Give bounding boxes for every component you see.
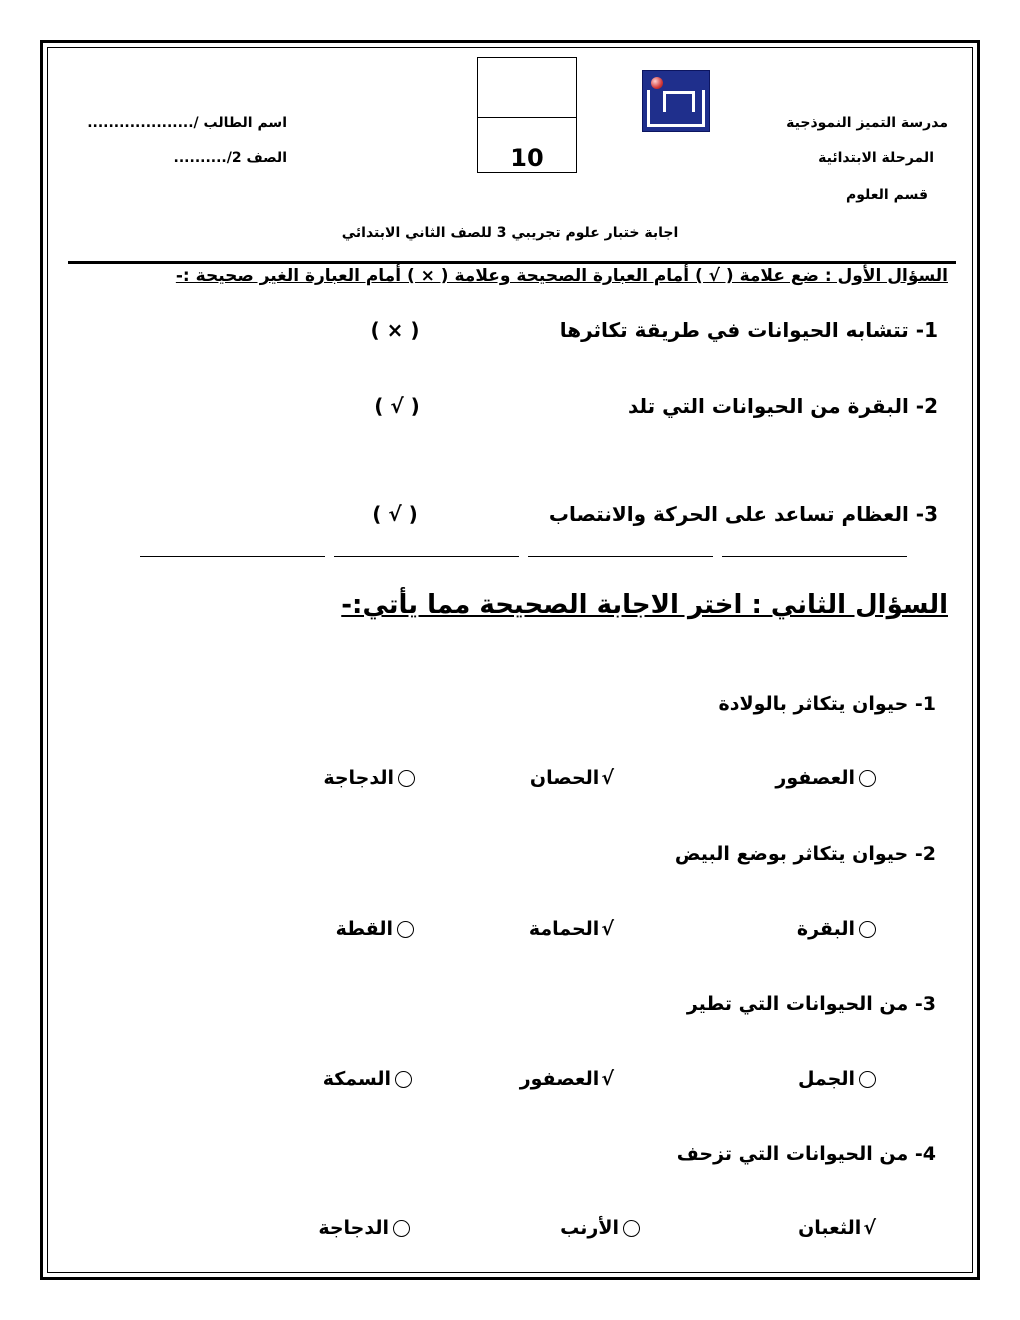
q2-q2-option-3[interactable] [336,918,414,940]
school-logo-icon [642,70,710,132]
q1-item-3-text: 3- العظام تساعد على الحركة والانتصاب [548,502,938,526]
grade-box-divider [478,117,576,118]
q2-q3-option-3[interactable] [323,1068,412,1090]
option-label: الحمامة [528,918,600,940]
school-name: مدرسة التميز النموذجية [786,115,948,131]
q2-q3-option-2-selected[interactable] [520,1068,614,1090]
option-label: العصفور [519,1068,600,1090]
radio-circle-icon[interactable] [859,1071,876,1088]
option-label: البقرة [796,918,855,940]
checkmark-icon: √ [863,1217,876,1239]
q1-item-1-mark: ( × ) [370,318,420,342]
option-label: القطة [335,918,393,940]
question-2-title: السؤال الثاني : اختر الاجابة الصحيحة مما يأتي:- [341,590,948,620]
grade-box [477,57,577,173]
q2-q4-option-1-selected[interactable] [798,1217,876,1239]
radio-circle-icon[interactable] [623,1220,640,1237]
q2-q1-option-3[interactable] [323,767,415,789]
q2-question-1-text: 1- حيوان يتكاثر بالولادة [718,693,936,715]
q1-item-2-mark: ( √ ) [374,394,420,418]
header-separator [68,261,956,264]
radio-circle-icon[interactable] [395,1071,412,1088]
q1-item-3-mark: ( √ ) [372,502,418,526]
checkmark-icon: √ [601,918,614,940]
option-label: الثعبان [798,1217,862,1239]
logo-ball-icon [651,77,663,89]
question-1-title: السؤال الأول : ضع علامة ( √ ) أمام العبارة الصحيحة وعلامة ( × ) أمام العبارة الغير صحيحة :- [175,266,948,286]
q2-question-4-text: 4- من الحيوانات التي تزحف [676,1143,936,1165]
radio-circle-icon[interactable] [398,770,415,787]
q2-question-3-text: 3- من الحيوانات التي تطير [686,993,936,1015]
q1-item-1-text: 1- تتشابه الحيوانات في طريقة تكاثرها [559,318,938,342]
q2-q3-option-1[interactable] [798,1068,876,1090]
school-department: قسم العلوم [846,187,928,203]
student-name-label: اسم الطالب /.................... [87,115,287,131]
logo-glyph-part-icon [663,91,695,112]
checkmark-icon: √ [601,1068,614,1090]
q1-item-2-text: 2- البقرة من الحيوانات التي تلد [627,394,938,418]
option-label: العصفور [775,767,855,789]
option-label: السمكة [322,1068,391,1090]
q2-q1-option-1[interactable] [775,767,876,789]
school-stage: المرحلة الابتدائية [818,150,934,166]
radio-circle-icon[interactable] [393,1220,410,1237]
q2-q1-option-2-selected[interactable] [530,767,614,789]
option-label: الجمل [797,1068,855,1090]
q2-question-2-text: 2- حيوان يتكاثر بوضع البيض [674,843,936,865]
checkmark-icon: √ [601,767,614,789]
q2-q4-option-2[interactable] [560,1217,640,1239]
class-label: الصف 2/.......... [173,150,287,166]
option-label: الأرنب [560,1217,619,1239]
radio-circle-icon[interactable] [397,921,414,938]
q2-q2-option-1[interactable] [797,918,876,940]
option-label: الدجاجة [318,1217,389,1239]
exam-title: اجابة ختبار علوم تجريبي 3 للصف الثاني الابتدائي [341,225,679,241]
option-label: الدجاجة [323,767,394,789]
section-divider [140,556,907,557]
radio-circle-icon[interactable] [859,770,876,787]
grade-value: 10 [510,144,544,172]
radio-circle-icon[interactable] [859,921,876,938]
q2-q2-option-2-selected[interactable] [529,918,614,940]
q2-q4-option-3[interactable] [318,1217,410,1239]
option-label: الحصان [529,767,600,789]
